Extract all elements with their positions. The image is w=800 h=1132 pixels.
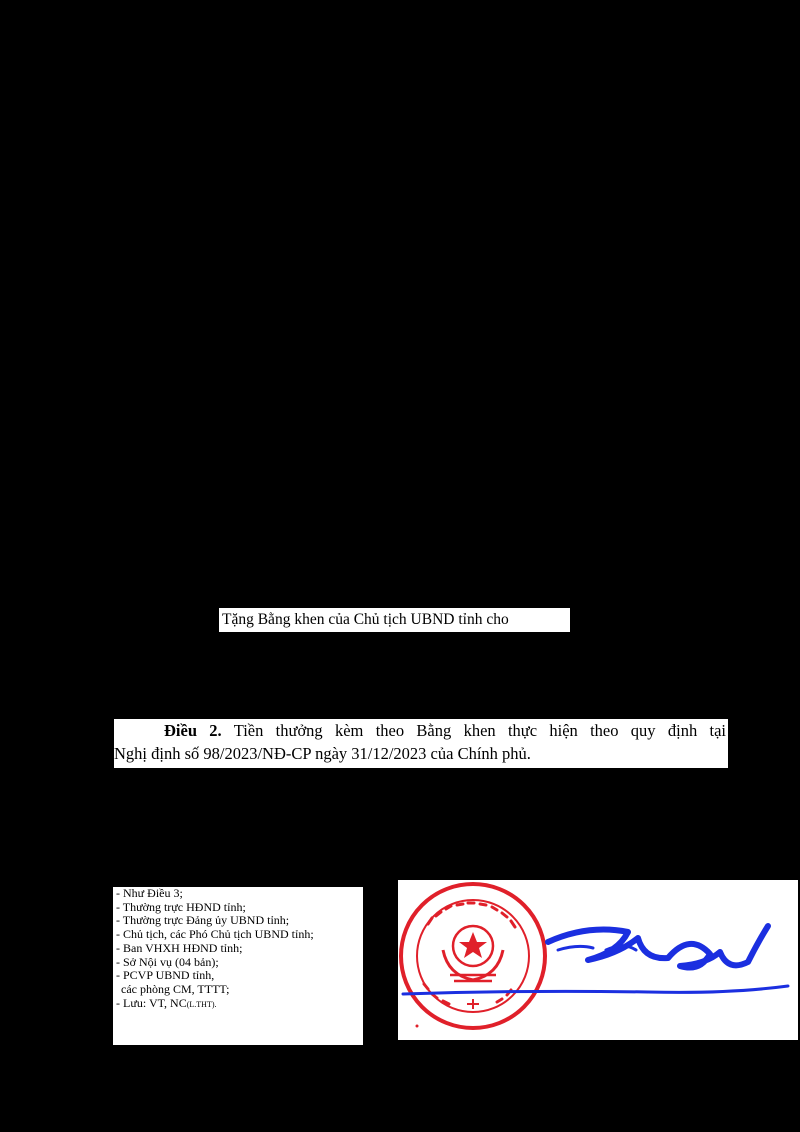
article-2-paragraph — [114, 719, 728, 768]
article-1-line — [219, 608, 570, 632]
official-seal-icon — [401, 884, 545, 1028]
recipient-item: các phòng CM, TTTT; — [121, 981, 230, 996]
article-2-line-1 — [114, 719, 728, 742]
article-2-line-2: Nghị định số 98/2023/NĐ-CP ngày 31/12/2023 của Chính phủ. — [114, 744, 531, 763]
archive-code: (L.THT). — [186, 999, 217, 1009]
recipient-item: - Ban VHXH HĐND tỉnh; — [116, 940, 243, 955]
recipient-item: - Như Điều 3; — [116, 887, 183, 900]
article-2-text-1: Tiền thưởng kèm theo Bằng khen thực hiện theo quy định tại — [233, 721, 726, 740]
recipient-item: - Thường trực HĐND tỉnh; — [116, 899, 246, 914]
seal-and-signature — [398, 880, 798, 1040]
recipients-list — [113, 887, 363, 1045]
recipient-item-archive — [116, 997, 363, 1012]
article-2-label: Điều 2. — [164, 721, 222, 740]
article-1-text: Tặng Bằng khen của Chủ tịch UBND tỉnh cho — [222, 611, 509, 628]
recipient-item: - Chủ tịch, các Phó Chủ tịch UBND tỉnh; — [116, 927, 314, 942]
archive-label: - Lưu: VT, NC — [116, 995, 187, 1010]
recipient-item: - Thường trực Đảng ủy UBND tỉnh; — [116, 913, 290, 928]
recipient-item: - PCVP UBND tỉnh, — [116, 968, 215, 983]
recipient-item: - Sở Nội vụ (04 bản); — [116, 954, 219, 969]
